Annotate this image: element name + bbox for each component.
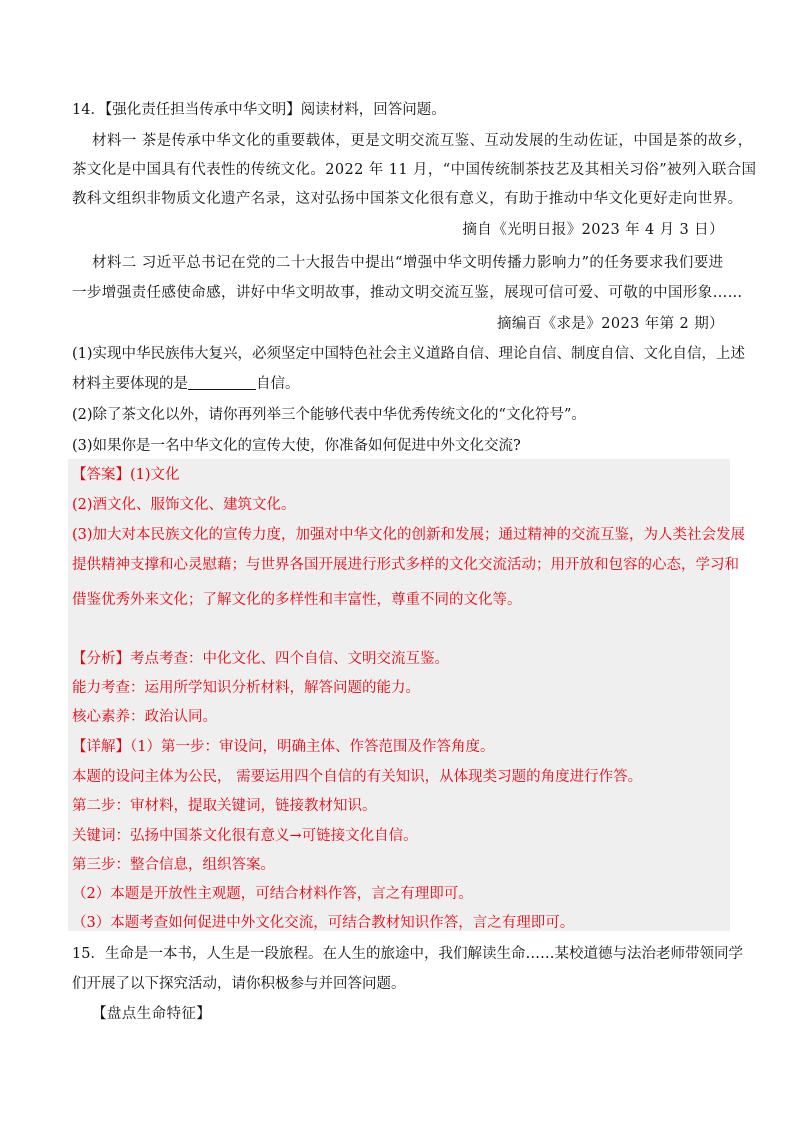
answer-3-line-1: (3)加大对本民族文化的宣传力度，加强对中华文化的创新和发展；通过精神的交流互鉴，为人类社会发展 (72, 527, 746, 543)
material-1-line-3: 教科文组织非物质文化遗产名录，这对弘扬中国茶文化很有意义，有助于推动中华文化更好走向世界。 (72, 191, 743, 207)
answer-2: (2)酒文化、服饰文化、建筑文化。 (72, 497, 296, 513)
subquestion-1-prefix: 材料主要体现的是 (72, 376, 188, 392)
subquestion-1-line-2 (72, 374, 732, 394)
subquestion-3: (3)如果你是一名中华文化的宣传大使，你准备如何促进中外文化交流? (72, 438, 521, 454)
detail-line-2: 本题的设问主体为公民， 需要运用四个自信的有关知识，从体现类习题的角度进行作答。 (72, 769, 643, 785)
material-1-line-2: 茶文化是中国具有代表性的传统文化。2022 年 11 月，“中国传统制茶技艺及其相关习俗”被列入联合国 (72, 162, 757, 178)
question-15-line-1: 15．生命是一本书，人生是一段旅程。在人生的旅途中，我们解读生命……某校道德与法治老师带领同学 (72, 946, 743, 962)
analysis-line-3: 核心素养：政治认同。 (72, 709, 217, 725)
material-2-line-1: 材料二 习近平总书记在党的二十大报告中提出“增强中华文明传播力影响力”的任务要求我们要进 (92, 255, 724, 271)
answer-3-line-3: 借鉴优秀外来文化；了解文化的多样性和丰富性，尊重不同的文化等。 (72, 592, 522, 608)
detail-line-1: 【详解】（1）第一步：审设问，明确主体、作答范围及作答角度。 (72, 739, 495, 755)
material-1-source: 摘自《光明日报》2023 年 4 月 3 日） (462, 222, 724, 238)
material-2-line-2: 一步增强责任感使命感，讲好中华文明故事，推动文明交流互鉴，展现可信可爱、可敬的中国形象…… (72, 285, 743, 301)
material-1-line-1: 材料一 茶是传承中华文化的重要载体，更是文明交流互鉴、互动发展的生动佐证，中国是茶的故乡， (92, 133, 753, 149)
detail-line-6: （2）本题是开放性主观题，可结合材料作答，言之有理即可。 (72, 886, 473, 902)
answer-1: 【答案】(1)文化 (72, 467, 180, 483)
question-14-header: 14．【强化责任担当传承中华文明】阅读材料，回答问题。 (72, 102, 446, 118)
analysis-line-1: 【分析】考点考查：中化文化、四个自信、文明交流互鉴。 (72, 651, 449, 667)
detail-line-7: （3）本题考查如何促进中外文化交流，可结合教材知识作答，言之有理即可。 (72, 915, 575, 931)
question-15-section-title: 【盘点生命特征】 (92, 1006, 212, 1022)
subquestion-1-suffix: 自信。 (256, 376, 300, 392)
detail-line-5: 第三步：整合信息，组织答案。 (72, 857, 275, 873)
material-2-source: 摘编百《求是》2023 年第 2 期） (496, 316, 724, 332)
subquestion-1-line-1: (1)实现中华民族伟大复兴，必须坚定中国特色社会主义道路自信、理论自信、制度自信、文化自信，上述 (72, 346, 746, 362)
analysis-line-2: 能力考查：运用所学知识分析材料，解答问题的能力。 (72, 680, 420, 696)
answer-blank[interactable] (188, 375, 256, 390)
question-15-line-2: 们开展了以下探究活动，请你积极参与并回答问题。 (72, 976, 406, 992)
subquestion-2: (2)除了茶文化以外，请你再列举三个能够代表中华优秀传统文化的“文化符号”。 (72, 407, 586, 423)
detail-line-4: 关键词：弘扬中国茶文化很有意义→可链接文化自信。 (72, 828, 418, 844)
detail-line-3: 第二步：审材料，提取关键词，链接教材知识。 (72, 798, 377, 814)
answer-3-line-2: 提供精神支撑和心灵慰藉；与世界各国开展进行形式多样的文化交流活动；用开放和包容的心态，学习和 (72, 557, 739, 573)
